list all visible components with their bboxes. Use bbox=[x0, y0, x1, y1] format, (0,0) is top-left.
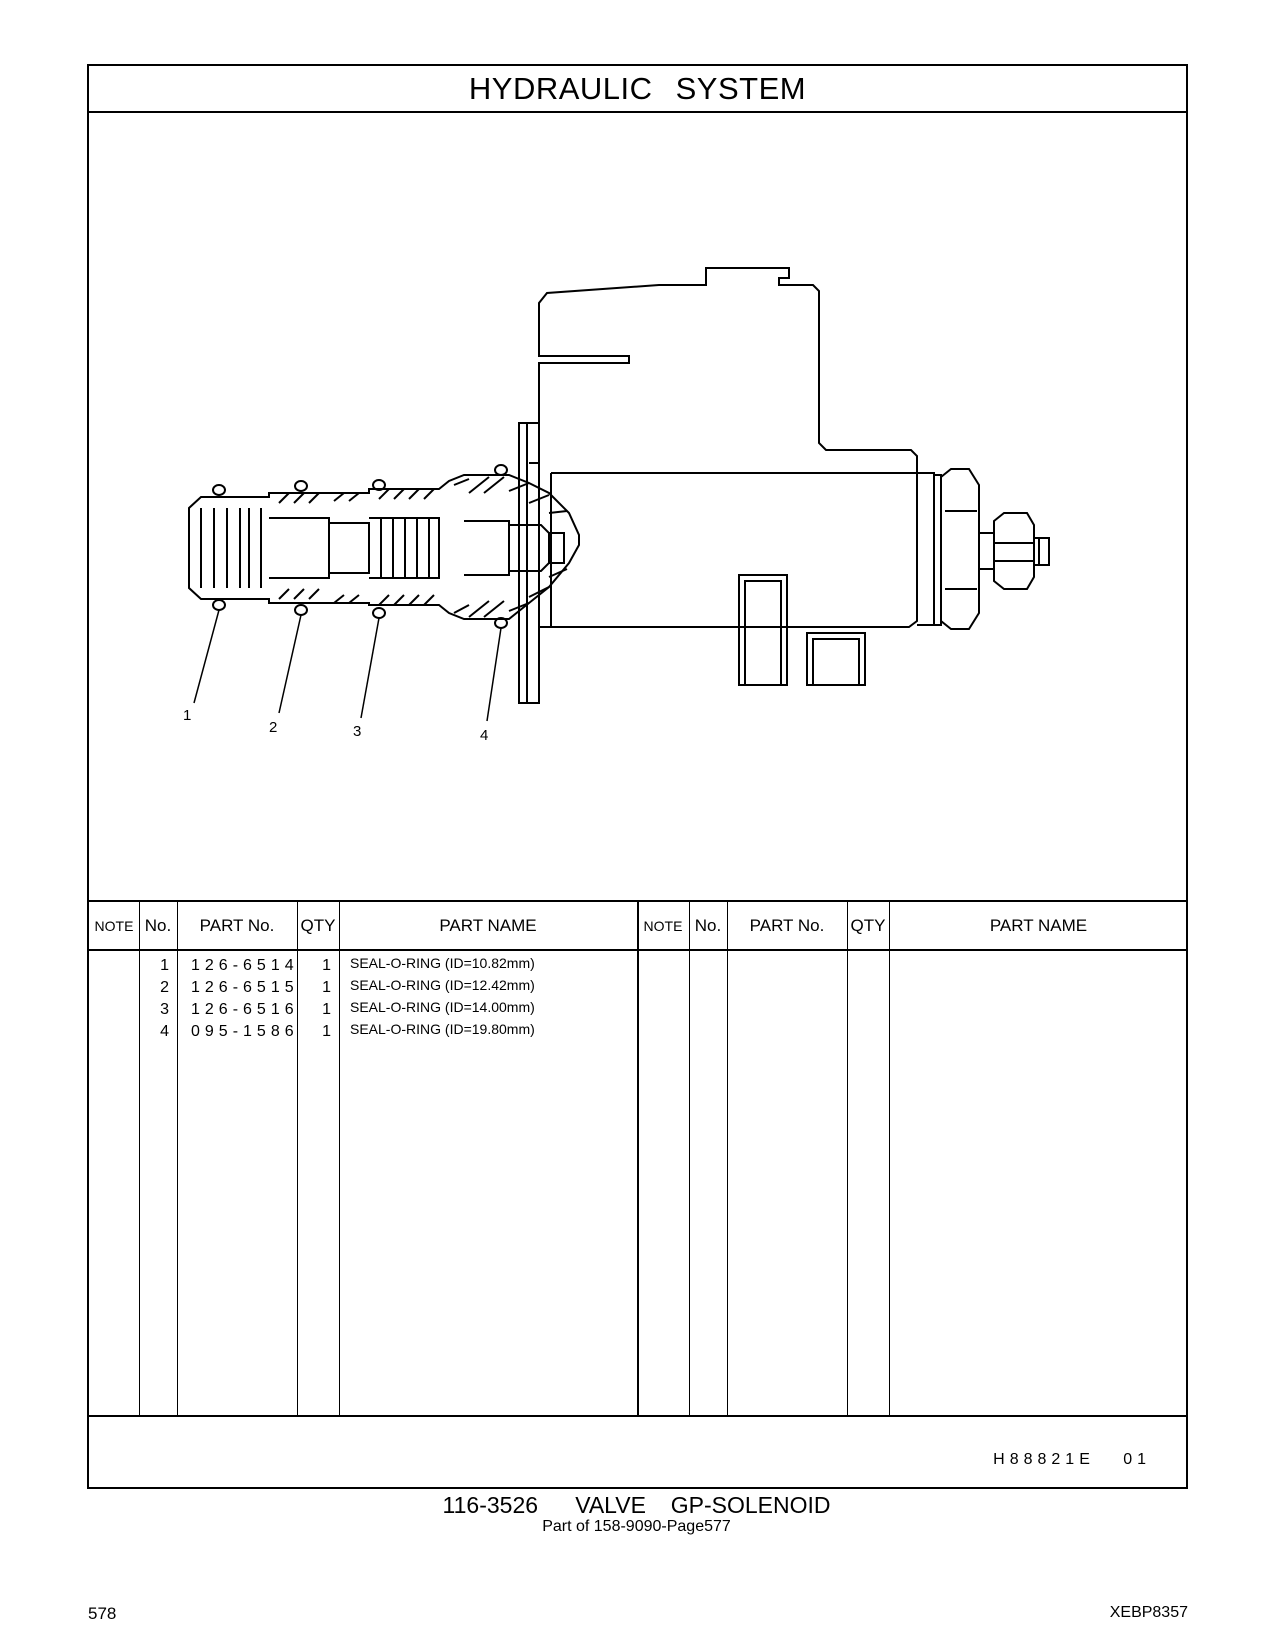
illustration-area bbox=[89, 113, 1186, 900]
document-code: XEBP8357 bbox=[1109, 1604, 1188, 1621]
callout-3: 3 bbox=[353, 723, 362, 740]
col-divider bbox=[177, 902, 178, 1415]
row-qty: 1 bbox=[322, 1001, 331, 1018]
row-part-no: 126-6515 bbox=[191, 979, 299, 996]
header-qty: QTY bbox=[300, 915, 336, 935]
row-no: 4 bbox=[160, 1023, 169, 1040]
page-number: 578 bbox=[88, 1604, 117, 1623]
header-note: NOTE bbox=[94, 917, 134, 934]
row-qty: 1 bbox=[322, 1023, 331, 1040]
col-divider bbox=[637, 902, 639, 1415]
row-no: 2 bbox=[160, 979, 169, 996]
callout-2: 2 bbox=[269, 719, 278, 736]
row-qty: 1 bbox=[322, 979, 331, 996]
illustration-reference-code: H88821E 01 bbox=[993, 1451, 1151, 1468]
row-part-name: SEAL-O-RING (ID=10.82mm) bbox=[350, 955, 535, 971]
page-title: HYDRAULIC SYSTEM bbox=[89, 66, 1186, 113]
col-divider bbox=[727, 902, 728, 1415]
row-part-no: 126-6516 bbox=[191, 1001, 299, 1018]
col-divider bbox=[339, 902, 340, 1415]
col-divider bbox=[847, 902, 848, 1415]
header-no-right: No. bbox=[694, 915, 722, 935]
row-part-name: SEAL-O-RING (ID=12.42mm) bbox=[350, 977, 535, 993]
header-part-name: PART NAME bbox=[439, 915, 537, 935]
col-divider bbox=[889, 902, 890, 1415]
parts-table bbox=[89, 900, 1186, 1415]
row-part-name: SEAL-O-RING (ID=19.80mm) bbox=[350, 1021, 535, 1037]
col-divider bbox=[689, 902, 690, 1415]
header-no: No. bbox=[144, 915, 172, 935]
row-qty: 1 bbox=[322, 957, 331, 974]
row-part-no: 126-6514 bbox=[191, 957, 299, 974]
header-note-right: NOTE bbox=[643, 917, 683, 934]
row-no: 1 bbox=[160, 957, 169, 974]
callout-1: 1 bbox=[183, 707, 192, 724]
header-part-no-right: PART No. bbox=[749, 915, 825, 935]
parts-page-frame bbox=[87, 64, 1188, 1489]
header-part-no: PART No. bbox=[199, 915, 275, 935]
reference-band bbox=[89, 1415, 1186, 1489]
assembly-caption: 116-3526 VALVE GP-SOLENOID bbox=[442, 1492, 831, 1518]
row-no: 3 bbox=[160, 1001, 169, 1018]
row-part-name: SEAL-O-RING (ID=14.00mm) bbox=[350, 999, 535, 1015]
row-part-no: 095-1586 bbox=[191, 1023, 299, 1040]
header-part-name-right: PART NAME bbox=[989, 915, 1088, 935]
solenoid-valve-illustration bbox=[89, 113, 1190, 900]
header-qty-right: QTY bbox=[850, 915, 886, 935]
assembly-parent-reference: Part of 158-9090-Page577 bbox=[542, 1518, 731, 1535]
callout-4: 4 bbox=[480, 727, 489, 744]
